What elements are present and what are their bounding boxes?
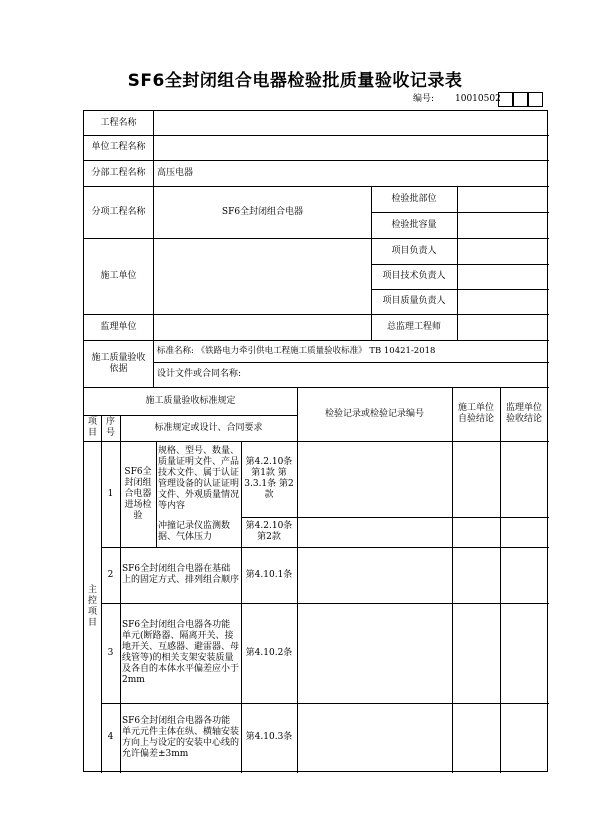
inspect-capacity-value[interactable] — [458, 212, 548, 238]
construction-unit-value[interactable] — [154, 238, 371, 314]
record-header: 检验记录或检验记录编号 — [324, 408, 424, 419]
chief-engineer-label: 总监理工程师 — [386, 321, 441, 332]
supervision-unit-value[interactable] — [154, 314, 371, 340]
design-docs[interactable]: 设计文件或合同名称: — [157, 369, 242, 379]
item-1a-text: 规格、型号、数量、质量证明文件、产品技术文件、属于认证管理设备的认证证明文件、外观质量情况等内容 — [158, 446, 240, 511]
unit-project-name-label: 单位工程名称 — [91, 142, 146, 152]
self-check-header: 施工单位自验结论 — [457, 403, 494, 424]
code-box-1[interactable] — [498, 92, 513, 107]
item-4-clause: 第4.10.3条 — [245, 732, 293, 742]
standard-rules-header: 施工质量验收标准规定 — [145, 395, 236, 406]
project-leader-label: 项目负责人 — [391, 245, 437, 256]
item-1b-record[interactable] — [298, 518, 451, 547]
requirement-header: 标准规定或设计、合同要求 — [154, 422, 263, 433]
inspect-part-value[interactable] — [458, 186, 548, 212]
code-box-3[interactable] — [528, 92, 543, 107]
construction-unit-label: 施工单位 — [100, 270, 137, 281]
standard-name: 标准名称: 《铁路电力牵引供电工程施工质量验收标准》 TB 10421-2018 — [157, 345, 436, 356]
code-box-2[interactable] — [513, 92, 528, 107]
project-name-label: 工程名称 — [100, 117, 137, 128]
item-1b-clause: 第4.2.10条 第2款 — [245, 521, 293, 542]
seq-header: 序号 — [105, 417, 115, 438]
subdivision-name-value[interactable]: SF6全封闭组合电器 — [221, 206, 304, 217]
item-1a-record[interactable] — [298, 442, 451, 517]
division-name-label: 分部工程名称 — [91, 167, 146, 178]
item-1a-clause: 第4.2.10条 第1款 第3.3.1条 第2款 — [244, 457, 294, 500]
item-2-seq: 2 — [107, 569, 114, 580]
item-4-text: SF6全封闭组合电器各功能单元元件主体在纵、横轴安装方向上与设定的安装中心线的允许偏差±3mm — [122, 715, 240, 759]
acceptance-basis-label: 施工质量验收依据 — [91, 352, 146, 374]
subdivision-name-label: 分项工程名称 — [91, 206, 146, 217]
item-3-record[interactable] — [298, 604, 451, 703]
item-4-record[interactable] — [298, 704, 451, 772]
quality-leader-label: 项目质量负责人 — [382, 296, 446, 306]
inspect-part-label: 检验批部位 — [391, 193, 437, 204]
item-3-seq: 3 — [107, 647, 114, 658]
item-4-seq: 4 — [107, 732, 114, 742]
chief-engineer-value[interactable] — [458, 314, 548, 340]
item-2-record[interactable] — [298, 548, 451, 603]
item-1-seq: 1 — [107, 488, 114, 499]
code-value: 10010502 — [455, 94, 501, 104]
item-1b-text: 冲撞记录仪监测数据、气体压力 — [158, 521, 231, 542]
supervision-check-header: 监理单位验收结论 — [505, 403, 542, 424]
item-header: 项目 — [87, 417, 97, 438]
document-title: SF6全封闭组合电器检验批质量验收记录表 — [127, 71, 463, 91]
item-3-text: SF6全封闭组合电器各功能单元(断路器、隔离开关、接地开关、互感器、避雷器、母线管等)的相关支架安装质量及各自的本体水平偏差应小于2mm — [122, 620, 240, 685]
code-field — [395, 92, 555, 108]
tech-leader-label: 项目技术负责人 — [382, 271, 446, 281]
division-name-value[interactable]: 高压电器 — [157, 167, 194, 178]
inspection-table — [83, 110, 548, 772]
project-name-value[interactable] — [154, 111, 548, 135]
item-2-clause: 第4.10.1条 — [245, 569, 293, 580]
supervision-unit-label: 监理单位 — [100, 321, 137, 332]
main-items-label: 主控项目 — [87, 584, 97, 628]
unit-project-name-value[interactable] — [154, 135, 548, 160]
item-1-group: SF6全封闭组合电器进场检验 — [124, 466, 152, 521]
code-label: 编号: — [413, 94, 435, 104]
item-2-text: SF6全封闭组合电器在基础上的固定方式、排列组合顺序 — [122, 564, 240, 585]
inspect-capacity-label: 检验批容量 — [391, 219, 437, 230]
item-3-clause: 第4.10.2条 — [245, 647, 293, 658]
